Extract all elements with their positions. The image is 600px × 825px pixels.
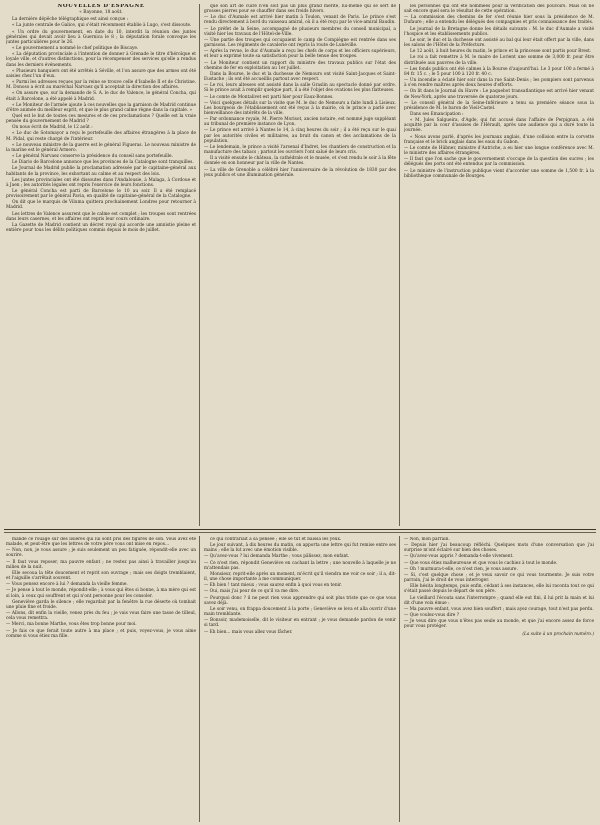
column-text xyxy=(404,537,594,630)
paragraph: mande ce rouage sur des lisières qui lui sont pris des figures de son. Vous avez été malade, et peut-être que les lettres de votre père vous ont mise en repos... xyxy=(6,537,196,548)
section-title: NOUVELLES D'ESPAGNE xyxy=(57,4,145,9)
paragraph: — Par ordonnance royale, M. Pierre Morisot, ancien notaire, est nommé juge suppléant au tribunal de première instance de Lyon. xyxy=(204,117,396,128)
paragraph: Le soir venu, on frappa doucement à la porte ; Geneviève se leva et alla ouvrir d'une main tremblante. xyxy=(204,606,396,618)
paragraph: que son art de cuire n'en soit pas un plus grand mérite, lui-même qui se sert de grosses pierres pour se chauffer dans ses froids hivers. xyxy=(204,4,396,15)
paragraph: On dit que le marquis de Viluma quittera prochainement Londres pour retourner à Madrid. xyxy=(6,200,196,211)
paragraph: Geneviève garda le silence ; elle regardait par la fenêtre la rue déserte où tombait une pluie fine et froide. xyxy=(6,599,196,610)
paragraph: « Le nouveau ministre de la guerre est le général Figueras. Le nouveau ministre de la marine est le général Armero. xyxy=(6,142,196,153)
top-column-3 xyxy=(404,4,594,524)
paragraph: — Oui, mais j'ai peur de ce qu'il va me dire. xyxy=(204,589,300,595)
paragraph: — Le conseil général de la Seine-Inférieure a tenu sa première séance sous la présidence de M. le baron de Vieil-Castel. xyxy=(404,100,594,111)
paragraph: La Gazette de Madrid contient un décret royal qui accorde une amnistie pleine et entière pour tous les délits politiques commis depuis le mois de juillet. xyxy=(6,222,196,234)
paragraph: ce qui contrariait à sa pensée ; elle se tut et baissa les yeux. xyxy=(210,537,342,542)
paragraph: — Si, c'est quelque chose ; et je veux savoir ce qui vous tourmente. Je suis votre parrain, j'ai le droit de vous interroger. xyxy=(404,572,594,584)
paragraph: — Je fais ce que ferait toute autre à ma place ; et puis, voyez-vous, je vous aime comme si vous étiez ma fille. xyxy=(6,628,196,639)
dateline: « Bayonne, 18 août. xyxy=(79,10,123,16)
paragraph: — Non, mon parrain. xyxy=(404,537,450,542)
column-divider xyxy=(199,4,200,526)
paragraph: — Oh ! murmura-t-elle, ce n'est rien, je vous assure. xyxy=(404,566,518,572)
paragraph: — Que voulez-vous dire ? xyxy=(404,613,460,619)
paragraph: — Que vous étiez malheureuse et que vous le cachiez à tout le monde. xyxy=(404,560,558,566)
paragraph: — Depuis hier j'ai beaucoup réfléchi. Quelques mots d'une conversation que j'ai surprise m'ont éclairé sur bien des choses. xyxy=(404,543,594,554)
paragraph: Le soir, le duc et la duchesse ont assisté au bal qui leur était offert par la ville, dans les salons de l'Hôtel de la Préfecture. xyxy=(404,37,594,49)
paragraph: Les juntes provinciales ont été dissoutes dans l'Andalousie, à Malaga, à Cordoue et à Jaen ; les autorités légales ont repris l'exercice de leurs fonctions. xyxy=(6,177,196,188)
paragraph: — Pourquoi donc ? il ne peut rien vous apprendre qui soit plus triste que ce que vous savez déjà. xyxy=(204,595,396,606)
paragraph: Monsieur, reprit-elle après un moment, m'écrit qu'il viendra me voir ce soir ; il a, dit-il, une chose importante à me communiquer. xyxy=(204,571,396,583)
paragraph: « Un ordre du gouvernement, en date du 10, interdit la réunion des juntes générales qui devait avoir lieu à Guernica le 8 ; la députation forale convoque les juntes particulières pour le 26. xyxy=(6,29,196,45)
paragraph: « Le Moniteur de l'armée ajoute à ces nouvelles que la garnison de Madrid continue d'être animée du meilleur esprit, et que le plus grand calme règne dans la capitale. » xyxy=(6,102,196,113)
paragraph: Il a visité ensuite le château, la cathédrale et le musée, et s'est rendu le soir à la fête donnée en son honneur par la ville de Nantes. xyxy=(204,156,396,167)
paragraph: Le 12 août, à huit heures du matin, le prince et la princesse sont partis pour Brest. xyxy=(410,49,592,55)
paragraph: « Nous avons parlé, d'après les journaux anglais, d'une collision entre la corvette française et le brick anglais dans les eaux du Gabon. xyxy=(404,134,594,145)
paragraph: — Je pense à tout le monde, répondit-elle ; à vous qui êtes si bonne, à ma mère qui est si loin, à ceux qui souffrent et qui n'ont personne pour les consoler. xyxy=(6,588,196,599)
column-text xyxy=(6,537,196,639)
paragraph: Le vieillard l'écouta sans l'interrompre ; quand elle eut fini, il lui prit la main et lui dit d'une voix émue : xyxy=(404,595,594,606)
paragraph: — Un incendie a éclaté hier soir dans la rue Saint-Denis ; les pompiers sont parvenus à s'en rendre maîtres après deux heures d'efforts. xyxy=(404,78,594,89)
column-text xyxy=(6,17,196,233)
paragraph: Le général Concha est parti de Barcelone le 10 au soir. Il a été remplacé provisoirement par le général Pavia, en qualité de capitaine-général de la Catalogne. xyxy=(6,189,196,200)
paragraph: La dernière dépêche télégraphique est ainsi conçue : xyxy=(12,17,129,23)
feuilleton-rule-thin xyxy=(4,532,596,533)
paragraph: Le Diario de Barcelone annonce que les provinces de la Catalogne sont tranquilles. xyxy=(12,160,194,166)
paragraph: — Ma pauvre enfant, vous avez bien souffert ; mais ayez courage, tout n'est pas perdu. xyxy=(404,606,594,612)
paragraph: — Je veux dire que vous n'êtes pas seule au monde, et que j'ai encore assez de force pour vous protéger. xyxy=(404,619,594,630)
paragraph: « Le général Narvaez conserve la présidence du conseil sans portefeuille. xyxy=(12,154,173,160)
feuilleton-column-3 xyxy=(404,537,594,821)
paragraph: — Le comte de Hübner, ministre d'Autriche, a eu hier une longue conférence avec M. le ministre des affaires étrangères. xyxy=(404,145,594,157)
paragraph: « Le gouvernement a nommé le chef politique de Biscaye. xyxy=(12,46,139,52)
column-text xyxy=(204,537,396,635)
paragraph: — Qu'avez-vous appris ? demanda-t-elle vivement. xyxy=(404,554,514,560)
paragraph: « Plusieurs banquiers ont été arrêtés à Séville, et l'on assure que des armes ont été saisies chez l'un d'eux. xyxy=(6,68,196,79)
paragraph: — Le roi, leurs altesses ont assisté dans la salle Graslin au spectacle donné par ordre. Si le prince avait à remplir quelque part, il a été l'objet des ovations les plus flatteuses. xyxy=(204,83,396,94)
top-column-1 xyxy=(6,4,196,524)
paragraph: — Le lendemain, le prince a visité l'arsenal d'Indret, les chantiers de construction et la manufacture des tabacs ; partout les ouvriers l'ont salué de leurs cris. xyxy=(204,144,396,156)
paragraph: Quel est le but de toutes ces mesures et de ces proclamations ? Quelle est la vraie pensée du gouvernement de Madrid ? xyxy=(6,113,196,125)
paragraph: — On lit dans le Journal du Havre : Le paquebot transatlantique est arrivé hier venant de New-York, après une traversée de quatorze jours. xyxy=(404,89,594,100)
feuilleton-column-2 xyxy=(204,537,396,821)
column-text xyxy=(204,4,396,178)
paragraph: Les lettres de Valence assurent que le calme est complet ; les troupes sont rentrées dans leurs casernes, et les affaires ont repris leur cours ordinaire. xyxy=(6,211,196,222)
feuilleton-column-1 xyxy=(6,537,196,821)
paragraph: — La ville de Grenoble a célébré hier l'anniversaire de la révolution de 1830 par des jeux publics et une illumination générale. xyxy=(204,167,396,178)
paragraph: — Le ministre de l'instruction publique vient d'accorder une somme de 1,500 fr. à la bibliothèque communale de Bourges. xyxy=(404,168,594,179)
paragraph: « Parmi les adresses reçues par la reine se trouve celle d'Isabelle II et de Christine. M. Donoso a écrit au maréchal Narvaez qu'il acceptait la direction des affaires. xyxy=(6,80,196,91)
paragraph: — Il faut que l'on sache que le gouvernement s'occupe de la question des sucres ; les délégués des ports ont été entendus par la commission. xyxy=(404,157,594,168)
paragraph: « M. Jules Salgueira, d'Agde, qui fut accusé dans l'affaire de Perpignan, a été acquitté par la cour d'assises de l'Hérault, après une audience qui a duré toute la journée. xyxy=(404,118,594,134)
column-divider xyxy=(399,536,400,822)
paragraph: Le Journal de Madrid publie la proclamation adressée par le capitaine-général aux habitants de la province, les exhortant au calme et au respect des lois. xyxy=(6,166,196,177)
paragraph: « La députation provinciale a l'intention de donner à Grenade le titre d'héroïque et loyale ville, et d'autres distinctions, pour la récompenser des services qu'elle a rendus dans les derniers événements. xyxy=(6,52,196,68)
paragraph: les personnes qui ont été nommées pour la vérification des pouvoirs. Mais on ne sait encore quel sera le résultat de cette opération. xyxy=(404,4,594,15)
paragraph: Le jour suivant, à dix heures du matin, on apporta une lettre qui fut remise entre ses mains ; elle la lut avec une émotion visible. xyxy=(204,543,396,554)
column-text xyxy=(404,4,594,179)
paragraph: — Le comte de Montalivet est parti hier pour Eaux-Bonnes. xyxy=(204,94,334,100)
paragraph: Le roi a fait remettre à M. le maire de Lorient une somme de 3,000 fr. pour être distribuée aux pauvres de la ville. xyxy=(404,55,594,66)
paragraph: — Voici quelques détails sur la visite que M. le duc de Nemours a faite lundi à Lisieux. Les bourgeois de l'établissement ont été reçus à la mairie, où le prince a parlé avec bienveillance des intérêts de la ville. xyxy=(204,100,396,116)
paragraph: — Allons, dit enfin la vieille, venez près du feu ; je vais vous faire une tasse de tilleul, cela vous remettra. xyxy=(6,611,196,622)
paragraph: — Non, non, je vous assure ; je suis seulement un peu fatiguée, répondit-elle avec un sourire. xyxy=(6,548,196,559)
paragraph: Elle hésita longtemps, puis enfin, cédant à ses instances, elle lui raconta tout ce qui s'était passé depuis le départ de son père. xyxy=(404,584,594,595)
paragraph: — Bonsoir, mademoiselle, dit le visiteur en entrant ; je vous demande pardon de venir si tard. xyxy=(204,618,396,629)
paragraph: Dans ses Emancipation : xyxy=(410,111,464,117)
paragraph: — Il faut vous reposer, ma pauvre enfant ; ne restez pas ainsi à travailler jusqu'au milieu de la nuit. xyxy=(6,559,196,570)
continued-note: (La suite à un prochain numéro.) xyxy=(522,631,594,637)
paragraph: — Vous pensez encore à lui ? demanda la vieille femme. xyxy=(6,582,128,588)
paragraph: — Le prince est arrivé à Nantes le 14, à cinq heures du soir ; il a été reçu sur le quai par les autorités civiles et militaires, au bruit du canon et des acclamations de la population. xyxy=(204,128,396,144)
column-divider xyxy=(399,4,400,526)
paragraph: — Eh bien ! tant mieux ; vous saurez enfin à quoi vous en tenir. xyxy=(204,583,342,589)
paragraph: — Le Moniteur contient un rapport du ministre des travaux publics sur l'état des chemins de fer en exploitation au 1er juillet. xyxy=(204,60,396,71)
paragraph: — Eh bien... mais vous allez vous fâcher. xyxy=(204,629,293,635)
paragraph: « On assure que, sur la demande de S. A. le duc de Valence, le général Concha, qui était à Barcelone, a été appelé à Madrid. xyxy=(6,91,196,102)
paragraph: — Le duc d'Aumale est arrivé hier matin à Toulon, venant de Paris. Le prince s'est rendu directement à bord du vaisseau amiral, où il a été reçu par le vice-amiral Baudin. xyxy=(204,15,396,26)
paragraph: — Ce n'est rien, répondit Geneviève en cachant la lettre ; une nouvelle à laquelle je ne m'attendais pas. xyxy=(204,560,396,571)
paragraph: « La junte centrale de Galice, qui s'était récemment établie à Lugo, s'est dissoute. xyxy=(12,23,192,29)
paragraph: — Qu'avez-vous ? lui demanda Marthe ; vous pâlissez, mon enfant. xyxy=(204,554,350,560)
paragraph: — Après la revue, le duc d'Aumale a reçu les chefs de corps et les officiers supérieurs, et leur a exprimé toute sa satisfaction pour la belle tenue des troupes. xyxy=(204,49,396,60)
paragraph: — Les fonds publics ont été calmes à la Bourse d'aujourd'hui. Le 3 pour 100 a fermé à 84 fr. 15 c. ; le 5 pour 100 à 120 fr. 40 c. xyxy=(404,66,594,77)
column-divider xyxy=(199,536,200,822)
paragraph: — Le préfet de la Seine, accompagné de plusieurs membres du conseil municipal, a visité hier les travaux de l'Hôtel-de-Ville. xyxy=(204,26,396,37)
top-column-2 xyxy=(204,4,396,524)
paragraph: — La commission des chemins de fer s'est réunie hier sous la présidence de M. Dufaure ; elle a entendu les délégués des compagnies et pris connaissance des traités. xyxy=(404,15,594,26)
paragraph: On nous écrit de Madrid, le 12 août : xyxy=(12,125,93,131)
feuilleton-rule xyxy=(4,529,596,530)
paragraph: Dans la Bourse, le duc et la duchesse de Nemours ont visité Saint-Jacques et Saint-Eustache ; ils ont été accueillis partout avec respect. xyxy=(204,71,396,83)
paragraph: Elle secoua la tête doucement et reprit son ouvrage ; mais ses doigts tremblaient, et l'aiguille s'arrêtait souvent. xyxy=(6,570,196,582)
paragraph: Le journal de la Bretagne donne les détails suivants : M. le duc d'Aumale a visité l'hospice et les établissements publics. xyxy=(404,26,594,37)
paragraph: — Merci, ma bonne Marthe, vous êtes trop bonne pour moi. xyxy=(6,622,137,628)
paragraph: — Une partie des troupes qui occupaient le camp de Compiègne est rentrée dans ses garnisons. Les régiments de cavalerie ont repris la route de Lunéville. xyxy=(204,37,396,49)
paragraph: « Le duc de Sotomayor a reçu le portefeuille des affaires étrangères à la place de M. Pidal, qui reste chargé de l'intérieur. xyxy=(6,131,196,142)
